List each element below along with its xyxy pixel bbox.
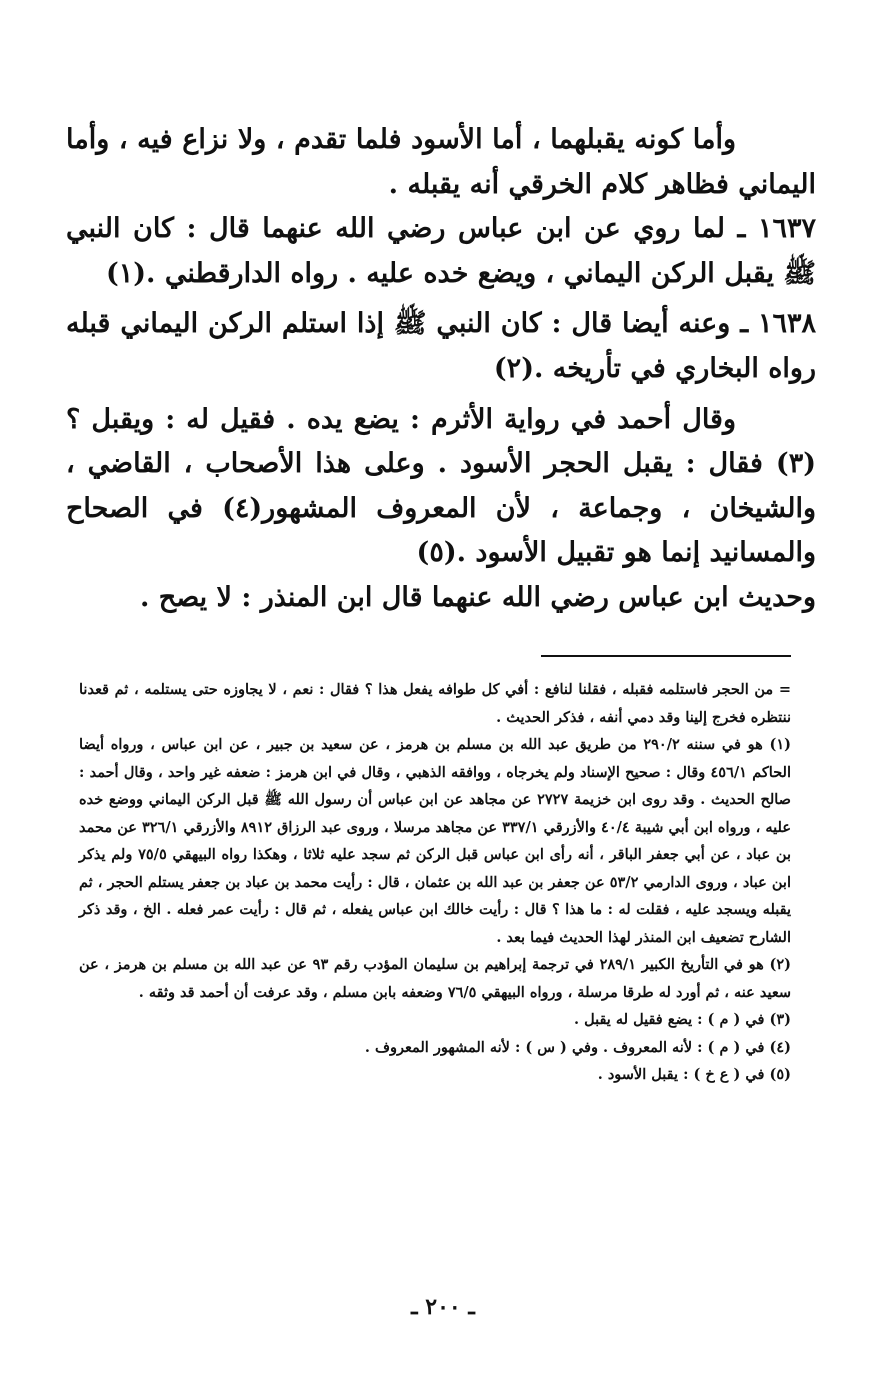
paragraph-ahmad: وقال أحمد في رواية الأثرم : يضع يده . فقيل له : ويقبل ؟(٣) فقال : يقبل الحجر الأسود . وعلى هذا الأصحاب ، القاضي ، والشيخان ، وجماعة ، لأن المعروف المشهور(٤) في الصحاح والمسانيد إنما هو تقبيل الأسود .(٥) <box>66 403 817 569</box>
footnote-4: (٤) في ( م ) : لأنه المعروف . وفي ( س ) : لأنه المشهور المعروف . <box>364 1038 791 1056</box>
footnote-1: (١) هو في سننه ٢٩٠/٢ من طريق عبد الله بن مسلم بن هرمز ، عن سعيد بن جبير ، عن ابن عباس ، ورواه أيضا الحاكم ٤٥٦/١ وقال : صحيح الإسناد ولم يخرجاه ، ووافقه الذهبي ، وقال في ابن هرمز : ضعفه غير واحد ، وقال أحمد : صالح الحديث . وقد روى ابن خزيمة ٢٧٢٧ عن مجاهد عن ابن عباس أن رسول الله ﷺ قبل الركن اليماني ووضع خده عليه ، ورواه ابن أبي شيبة ٤٠/٤ والأزرقي ٣٣٧/١ عن مجاهد مرسلا ، وروى عبد الرزاق ٨٩١٢ والأزرقي ٣٢٦/١ عن محمد بن عباد ، عن أبي جعفر الباقر ، أنه رأى ابن عباس قبل الركن ثم سجد عليه ثلاثا ، وهكذا رواه البيهقي ٧٥/٥ ولم يذكر ابن عباد ، وروى الدارمي ٥٣/٢ عن جعفر بن عبد الله بن عثمان ، قال : رأيت محمد بن عباد بن جعفر يستلم الحجر ، ثم يقبله ويسجد عليه ، فقلت له : ما هذا ؟ قال : رأيت خالك ابن عباس يفعله ، ثم قال : رأيت عمر فعله . الخ ، وقد ذكر الشارح تضعيف ابن المنذر لهذا الحديث فيما بعد . <box>79 736 791 946</box>
page-number: ـ ٢٠٠ ـ <box>411 1294 475 1320</box>
footnote-continuation: = من الحجر فاستلمه فقبله ، فقلنا لنافع : أفي كل طوافه يفعل هذا ؟ فقال : نعم ، لا يجاوزه حتى يستلمه ، ثم قعدنا ننتظره فخرج إلينا وقد دمي أنفه ، فذكر الحديث . <box>79 681 791 726</box>
footnote-3: (٣) في ( م ) : يضع فقيل له يقبل . <box>574 1011 791 1028</box>
footnotes <box>79 676 791 1089</box>
footnote-5: (٥) في ( ع خ ) : يقبل الأسود . <box>597 1066 791 1083</box>
hadith-1638: ١٦٣٨ ـ وعنه أيضا قال : كان النبي ﷺ إذا استلم الركن اليماني قبله رواه البخاري في تأريخه .(٢) <box>66 308 816 384</box>
paragraph-ibn-abbas: وحديث ابن عباس رضي الله عنهما قال ابن المنذر : لا يصح . <box>139 581 816 613</box>
main-text <box>66 118 816 621</box>
footnote-divider <box>541 655 791 657</box>
footnote-2: (٢) هو في التأريخ الكبير ٢٨٩/١ في ترجمة إبراهيم بن سليمان المؤدب رقم ٩٣ عن عبد الله بن مسلم بن هرمز ، عن سعيد عنه ، ثم أورد له طرقا مرسلة ، ورواه البيهقي ٧٦/٥ وضعفه بابن مسلم ، وقد عرفت أن أحمد قد وثقه . <box>79 956 791 1001</box>
paragraph-intro: وأما كونه يقبلهما ، أما الأسود فلما تقدم ، ولا نزاع فيه ، وأما اليماني فظاهر كلام الخرقي أنه يقبله . <box>66 124 816 200</box>
hadith-1637: ١٦٣٧ ـ لما روي عن ابن عباس رضي الله عنهما قال : كان النبي ﷺ يقبل الركن اليماني ، ويضع خده عليه . رواه الدارقطني .(١) <box>66 213 816 289</box>
